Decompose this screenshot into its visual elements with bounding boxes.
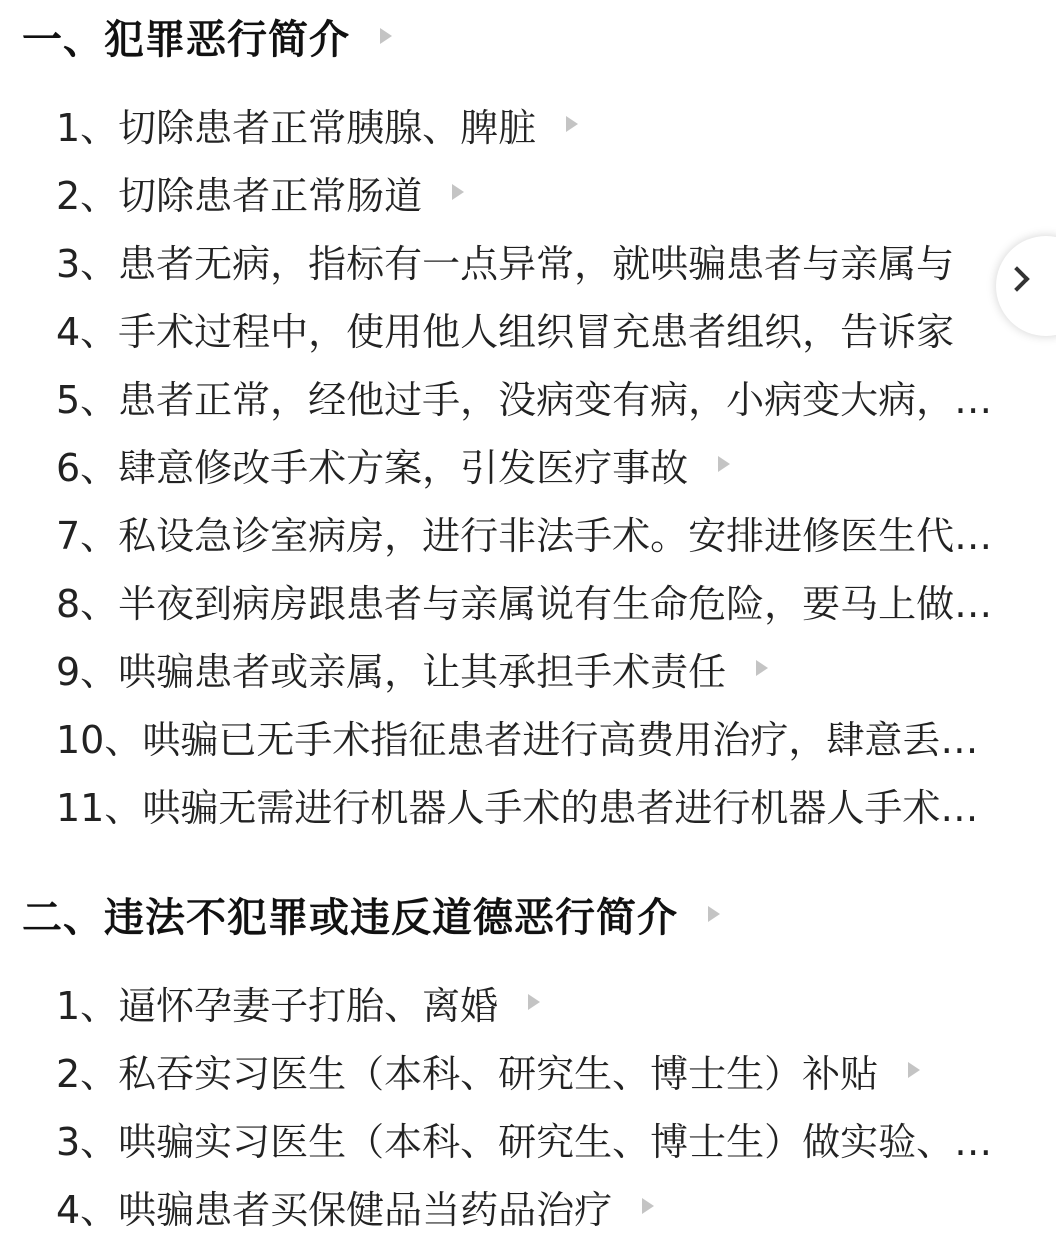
list-item-text: 7、私设急诊室病房，进行非法手术。安排进修医生代… xyxy=(56,513,993,558)
list-item[interactable] xyxy=(56,1038,1056,1102)
section-1-heading[interactable] xyxy=(22,4,392,68)
list-item[interactable] xyxy=(56,1106,1056,1170)
list-item-text: 5、患者正常，经他过手，没病变有病，小病变大病，… xyxy=(56,377,993,422)
list-item-text: 4、哄骗患者买保健品当药品治疗 xyxy=(56,1187,613,1232)
list-item-text: 3、哄骗实习医生（本科、研究生、博士生）做实验、… xyxy=(56,1119,993,1164)
play-triangle-icon[interactable] xyxy=(452,184,464,200)
list-item-text: 11、哄骗无需进行机器人手术的患者进行机器人手术… xyxy=(56,785,979,830)
list-item-text: 2、私吞实习医生（本科、研究生、博士生）补贴 xyxy=(56,1051,879,1096)
list-item[interactable] xyxy=(56,500,1056,564)
section-2-heading[interactable] xyxy=(22,882,720,946)
play-triangle-icon[interactable] xyxy=(708,906,720,922)
list-item-text: 6、肆意修改手术方案，引发医疗事故 xyxy=(56,445,689,490)
list-item-text: 4、手术过程中，使用他人组织冒充患者组织，告诉家 xyxy=(56,309,955,354)
play-triangle-icon[interactable] xyxy=(756,660,768,676)
play-triangle-icon[interactable] xyxy=(566,116,578,132)
list-item-text: 10、哄骗已无手术指征患者进行高费用治疗，肆意丢… xyxy=(56,717,979,762)
list-item[interactable] xyxy=(56,160,1056,224)
list-item[interactable] xyxy=(56,364,1056,428)
play-triangle-icon[interactable] xyxy=(380,28,392,44)
list-item-text: 3、患者无病，指标有一点异常，就哄骗患者与亲属与 xyxy=(56,241,955,286)
list-item-text: 1、逼怀孕妻子打胎、离婚 xyxy=(56,983,499,1028)
play-triangle-icon[interactable] xyxy=(642,1198,654,1214)
list-item[interactable] xyxy=(56,970,1056,1034)
section-1-heading-text: 一、犯罪恶行简介 xyxy=(22,16,350,63)
section-2-heading-text: 二、违法不犯罪或违反道德恶行简介 xyxy=(22,894,678,941)
list-item[interactable] xyxy=(56,228,1056,292)
chevron-icon xyxy=(1004,266,1029,291)
list-item[interactable] xyxy=(56,296,1056,360)
list-item[interactable] xyxy=(56,636,1056,700)
list-item-text: 9、哄骗患者或亲属，让其承担手术责任 xyxy=(56,649,727,694)
play-triangle-icon[interactable] xyxy=(908,1062,920,1078)
list-item-text: 1、切除患者正常胰腺、脾脏 xyxy=(56,105,537,150)
list-item[interactable] xyxy=(56,92,1056,156)
list-item-text: 8、半夜到病房跟患者与亲属说有生命危险，要马上做… xyxy=(56,581,993,626)
play-triangle-icon[interactable] xyxy=(528,994,540,1010)
list-item[interactable] xyxy=(56,1174,1056,1238)
list-item-text: 2、切除患者正常肠道 xyxy=(56,173,423,218)
list-item[interactable] xyxy=(56,772,1056,836)
list-item[interactable] xyxy=(56,704,1056,768)
list-item[interactable] xyxy=(56,432,1056,496)
list-item[interactable] xyxy=(56,568,1056,632)
play-triangle-icon[interactable] xyxy=(718,456,730,472)
